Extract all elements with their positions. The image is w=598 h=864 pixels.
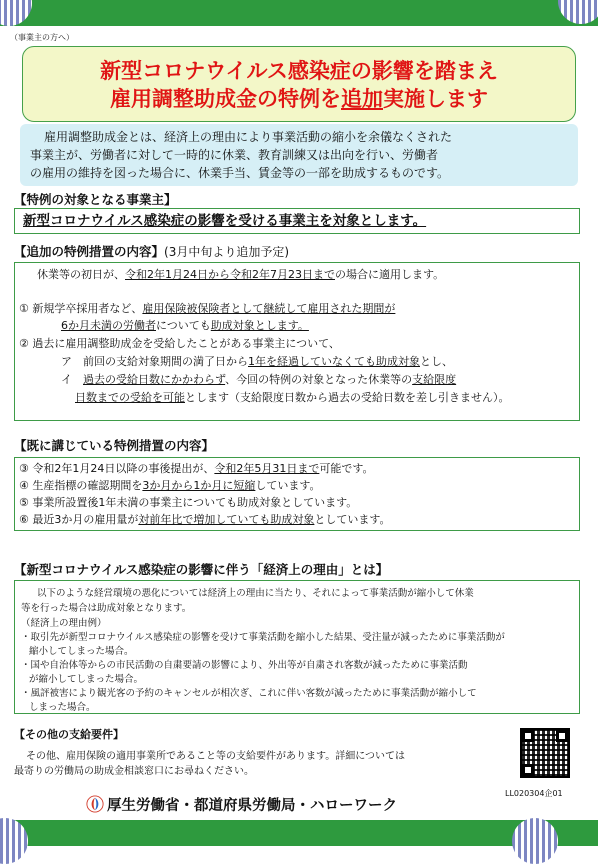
intro-line: の雇用の維持を図った場合に、休業手当、賃金等の一部を助成するものです。 xyxy=(30,166,450,180)
item-number: ① xyxy=(19,302,29,315)
qr-finder xyxy=(522,764,534,776)
qr-finder xyxy=(522,730,534,742)
section4-line: ・風評被害により観光客の予約のキャンセルが相次ぎ、これに伴い客数が減ったために事業活動が縮小して xyxy=(21,688,477,699)
text-underlined: 支給限度 xyxy=(412,373,457,386)
title-box xyxy=(22,46,576,122)
section4-line: 縮小してしまった場合。 xyxy=(29,646,134,657)
section2-box xyxy=(14,262,580,421)
section1-box xyxy=(14,208,580,234)
section2-item2-line1 xyxy=(19,336,340,351)
top-green-band xyxy=(0,0,598,26)
intro-box xyxy=(20,124,578,186)
qr-code[interactable] xyxy=(520,728,570,778)
section2-intro xyxy=(37,267,444,282)
item-number: ② xyxy=(19,337,29,350)
section4-line: ・国や自治体等からの市民活動の自粛要請の影響により、外出等が自粛され客数が減ったために事業活動 xyxy=(21,660,468,671)
text-underlined: 令和2年1月24日から令和2年7月23日まで xyxy=(125,268,335,281)
section4-line: ・取引先が新型コロナウイルス感染症の影響を受けて事業活動を縮小した結果、受注量が減ったために事業活動が xyxy=(21,632,505,643)
section5-line2: 最寄りの労働局の助成金相談窓口にお尋ねください。 xyxy=(14,766,254,777)
text: の場合に適用します。 xyxy=(335,268,445,281)
title-line-2 xyxy=(23,86,575,112)
text: についても xyxy=(156,319,211,332)
qr-finder xyxy=(556,730,568,742)
item-number: ③ xyxy=(19,462,29,475)
section4-line: （経済上の理由例） xyxy=(21,618,107,629)
text-underlined: 対前年比で増加していても助成対象 xyxy=(138,513,315,526)
text: 新規学卒採用者など、 xyxy=(32,302,143,315)
text-underlined: 日数までの受給を可能 xyxy=(75,391,185,404)
section3-item xyxy=(19,512,391,527)
text: 休業等の初日が、 xyxy=(37,268,125,281)
text: 過去に雇用調整助成金を受給したことがある事業主について、 xyxy=(32,337,340,350)
section1-body-text: 新型コロナウイルス感染症の影響を受ける事業主を対象とします。 xyxy=(23,213,427,229)
text: としています。 xyxy=(314,513,391,526)
section3-item xyxy=(19,495,357,510)
title-added-emphasis: 追加 xyxy=(341,87,383,111)
section4-line: 以下のような経営環境の悪化については経済上の理由に当たり、それによって事業活動が縮小して休業 xyxy=(37,588,474,599)
section4-heading: 【新型コロナウイルス感染症の影響に伴う「経済上の理由」とは】 xyxy=(14,562,389,577)
section3-item xyxy=(19,461,374,476)
text: 、今回の特例の対象となった休業等の xyxy=(225,373,413,386)
section5-line1: その他、雇用保険の適用事業所であること等の支給要件があります。詳細については xyxy=(26,751,405,762)
text-underlined: 6か月未満の労働者 xyxy=(61,319,156,332)
text-underlined: 雇用保険被保険者として継続して雇用された期間が xyxy=(142,302,396,315)
item-number: ⑤ xyxy=(19,496,29,509)
section3-item xyxy=(19,478,321,493)
document-code: LL020304企01 xyxy=(505,789,563,798)
bottom-green-band xyxy=(0,820,598,846)
section1-body xyxy=(23,213,426,229)
text: とします（支給限度日数から過去の受給日数を差し引きません）。 xyxy=(185,391,510,404)
audience-label: （事業主の方へ） xyxy=(10,33,74,42)
title-text: 雇用調整助成金の特例を xyxy=(110,87,341,111)
section3-heading: 【既に講じている特例措置の内容】 xyxy=(14,438,215,453)
intro-line: 雇用調整助成金とは、経済上の理由により事業活動の縮小を余儀なくされた xyxy=(44,130,453,144)
section5-heading: 【その他の支給要件】 xyxy=(14,728,124,741)
section2-heading-note: (3月中旬より追加予定) xyxy=(164,245,290,259)
ministry-logo-icon xyxy=(86,795,104,813)
text: 可能です。 xyxy=(319,462,374,475)
text: 最近3か月の雇用量が xyxy=(32,513,139,526)
section2-item2-i xyxy=(61,372,456,387)
section2-item2-last xyxy=(75,390,510,405)
section4-line: しまった場合。 xyxy=(29,702,96,713)
sub-label: ア xyxy=(61,355,72,368)
text-underlined: 助成対象とします。 xyxy=(210,319,309,332)
section4-box xyxy=(14,580,580,714)
sub-label: イ xyxy=(61,373,72,386)
section2-heading xyxy=(14,242,289,260)
bottom-right-circle-decoration xyxy=(512,818,558,864)
section3-box xyxy=(14,457,580,531)
intro-line: 事業主が、労働者に対して一時的に休業、教育訓練又は出向を行い、労働者 xyxy=(30,148,439,162)
section2-item1-line2 xyxy=(61,318,309,333)
text-underlined: 3か月から1か月に短縮 xyxy=(142,479,256,492)
text: とし、 xyxy=(420,355,453,368)
section2-heading-text: 【追加の特例措置の内容】 xyxy=(14,244,165,259)
text-underlined: 過去の受給日数にかかわらず xyxy=(83,373,226,386)
section1-heading: 【特例の対象となる事業主】 xyxy=(14,192,177,207)
item-number: ⑥ xyxy=(19,513,29,526)
section4-line: が縮小してしまった場合。 xyxy=(29,674,144,685)
title-text: 実施します xyxy=(383,87,488,111)
title-line-1: 新型コロナウイルス感染症の影響を踏まえ xyxy=(100,59,498,83)
text-underlined: 1年を経過していなくても助成対象 xyxy=(248,355,420,368)
section2-item1-line1 xyxy=(19,301,395,316)
item-number: ④ xyxy=(19,479,29,492)
text: 事業所設置後1年未満の事業主についても助成対象としています。 xyxy=(32,496,358,509)
ministry-name: 厚生労働省・都道府県労働局・ハローワーク xyxy=(107,798,397,814)
text: しています。 xyxy=(255,479,321,492)
text: 生産指標の確認期間を xyxy=(32,479,143,492)
text-underlined: 令和2年5月31日まで xyxy=(214,462,320,475)
section2-item2-a xyxy=(61,354,453,369)
text: 令和2年1月24日以降の事後提出が、 xyxy=(32,462,215,475)
text: 前回の支給対象期間の満了日から xyxy=(83,355,248,368)
section4-line: 等を行った場合は助成対象となります。 xyxy=(21,603,192,614)
